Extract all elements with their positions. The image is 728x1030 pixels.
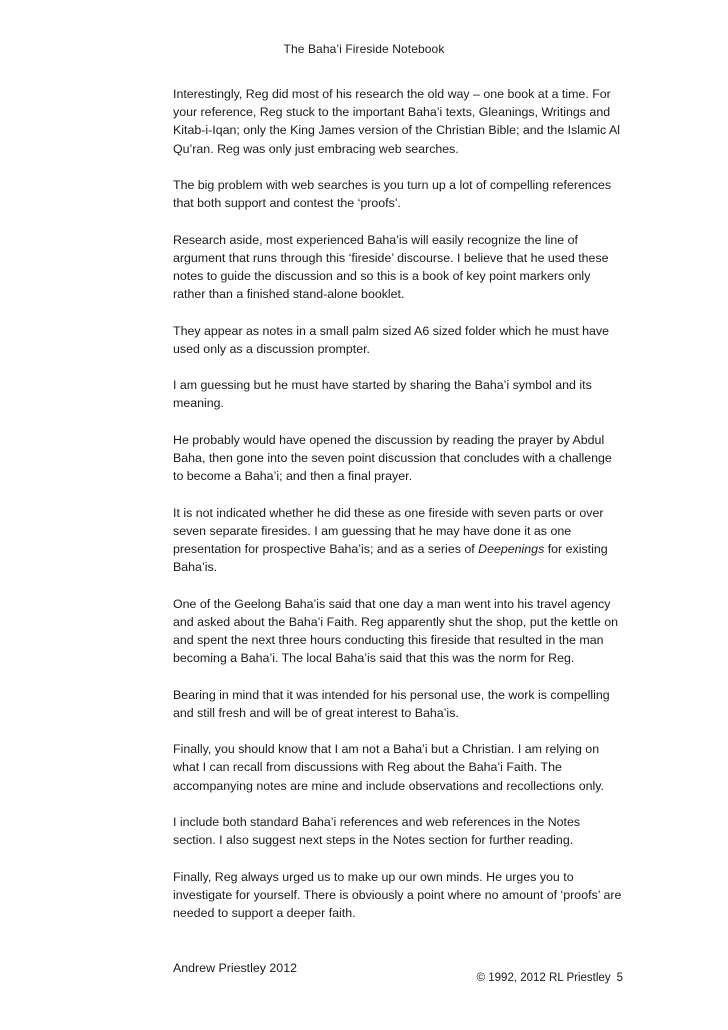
paragraph-fireside-format bbox=[173, 504, 623, 577]
footer-copyright: © 1992, 2012 RL Priestley bbox=[476, 972, 611, 984]
paragraph-notes-folder: They appear as notes in a small palm sized A6 sized folder which he must have used only as a discussion prompter. bbox=[173, 323, 609, 356]
author-signature: Andrew Priestley 2012 bbox=[173, 960, 297, 975]
paragraph-fireside-format-text: It is not indicated whether he did these as one fireside with seven parts or over seven separate firesides. I am guessing that he may have done it as one presentation for prospective Baha’is; and as a series of bbox=[173, 505, 604, 556]
paragraph-research: Interestingly, Reg did most of his research the old way – one book at a time. For your reference, Reg stuck to the important Baha’i texts, Gleanings, Writings and Kitab-i-Iqan; only the King James version of the Christian Bible; and the Islamic Al Qu’ran. Reg was only just embracing web searches. bbox=[173, 87, 620, 156]
paragraph-own-minds: Finally, Reg always urged us to make up our own minds. He urges you to investigate for yourself. There is obviously a point where no amount of ‘proofs’ are needed to support a deeper faith. bbox=[173, 869, 622, 920]
body-text bbox=[173, 85, 623, 977]
paragraph-author-christian: Finally, you should know that I am not a Baha’i but a Christian. I am relying on what I can recall from discussions with Reg about the Baha’i Faith. The accompanying notes are mine and include observations and recollections only. bbox=[173, 742, 604, 793]
deepenings-emphasis: Deepenings bbox=[478, 541, 545, 556]
page-footer bbox=[477, 972, 623, 984]
paragraph-web-searches: The big problem with web searches is you turn up a lot of compelling references that both support and contest the ‘proofs’. bbox=[173, 178, 612, 211]
paragraph-personal-use: Bearing in mind that it was intended for his personal use, the work is compelling and still fresh and will be of great interest to Baha’is. bbox=[173, 687, 610, 720]
paragraph-opening-prayer: He probably would have opened the discussion by reading the prayer by Abdul Baha, then gone into the seven point discussion that concludes with a challenge to become a Baha’i; and then a final prayer. bbox=[173, 432, 612, 484]
paragraph-baha-symbol: I am guessing but he must have started by sharing the Baha’i symbol and its meaning. bbox=[173, 378, 592, 411]
page-number: 5 bbox=[616, 972, 623, 984]
paragraph-research-aside: Research aside, most experienced Baha’is will easily recognize the line of argument that runs through this ‘fireside’ discourse. I believe that he used these notes to guide the discussion and so this is a book of key point markers only rather than a finished stand-alone booklet. bbox=[173, 232, 609, 302]
paragraph-fireside-format-end: for existing Baha’is. bbox=[173, 541, 608, 575]
paragraph-references: I include both standard Baha’i references and web references in the Notes section. I also suggest next steps in the Notes section for further reading. bbox=[173, 814, 581, 848]
running-header: The Baha’i Fireside Notebook bbox=[283, 42, 445, 56]
paragraph-geelong-story: One of the Geelong Baha’is said that one day a man went into his travel agency and asked about the Baha’i Faith. Reg apparently shut the shop, put the kettle on and spent the next three hours conducting this fireside that resulted in the man becoming a Baha’i. The local Baha’is said that this was the norm for Reg. bbox=[173, 596, 618, 666]
